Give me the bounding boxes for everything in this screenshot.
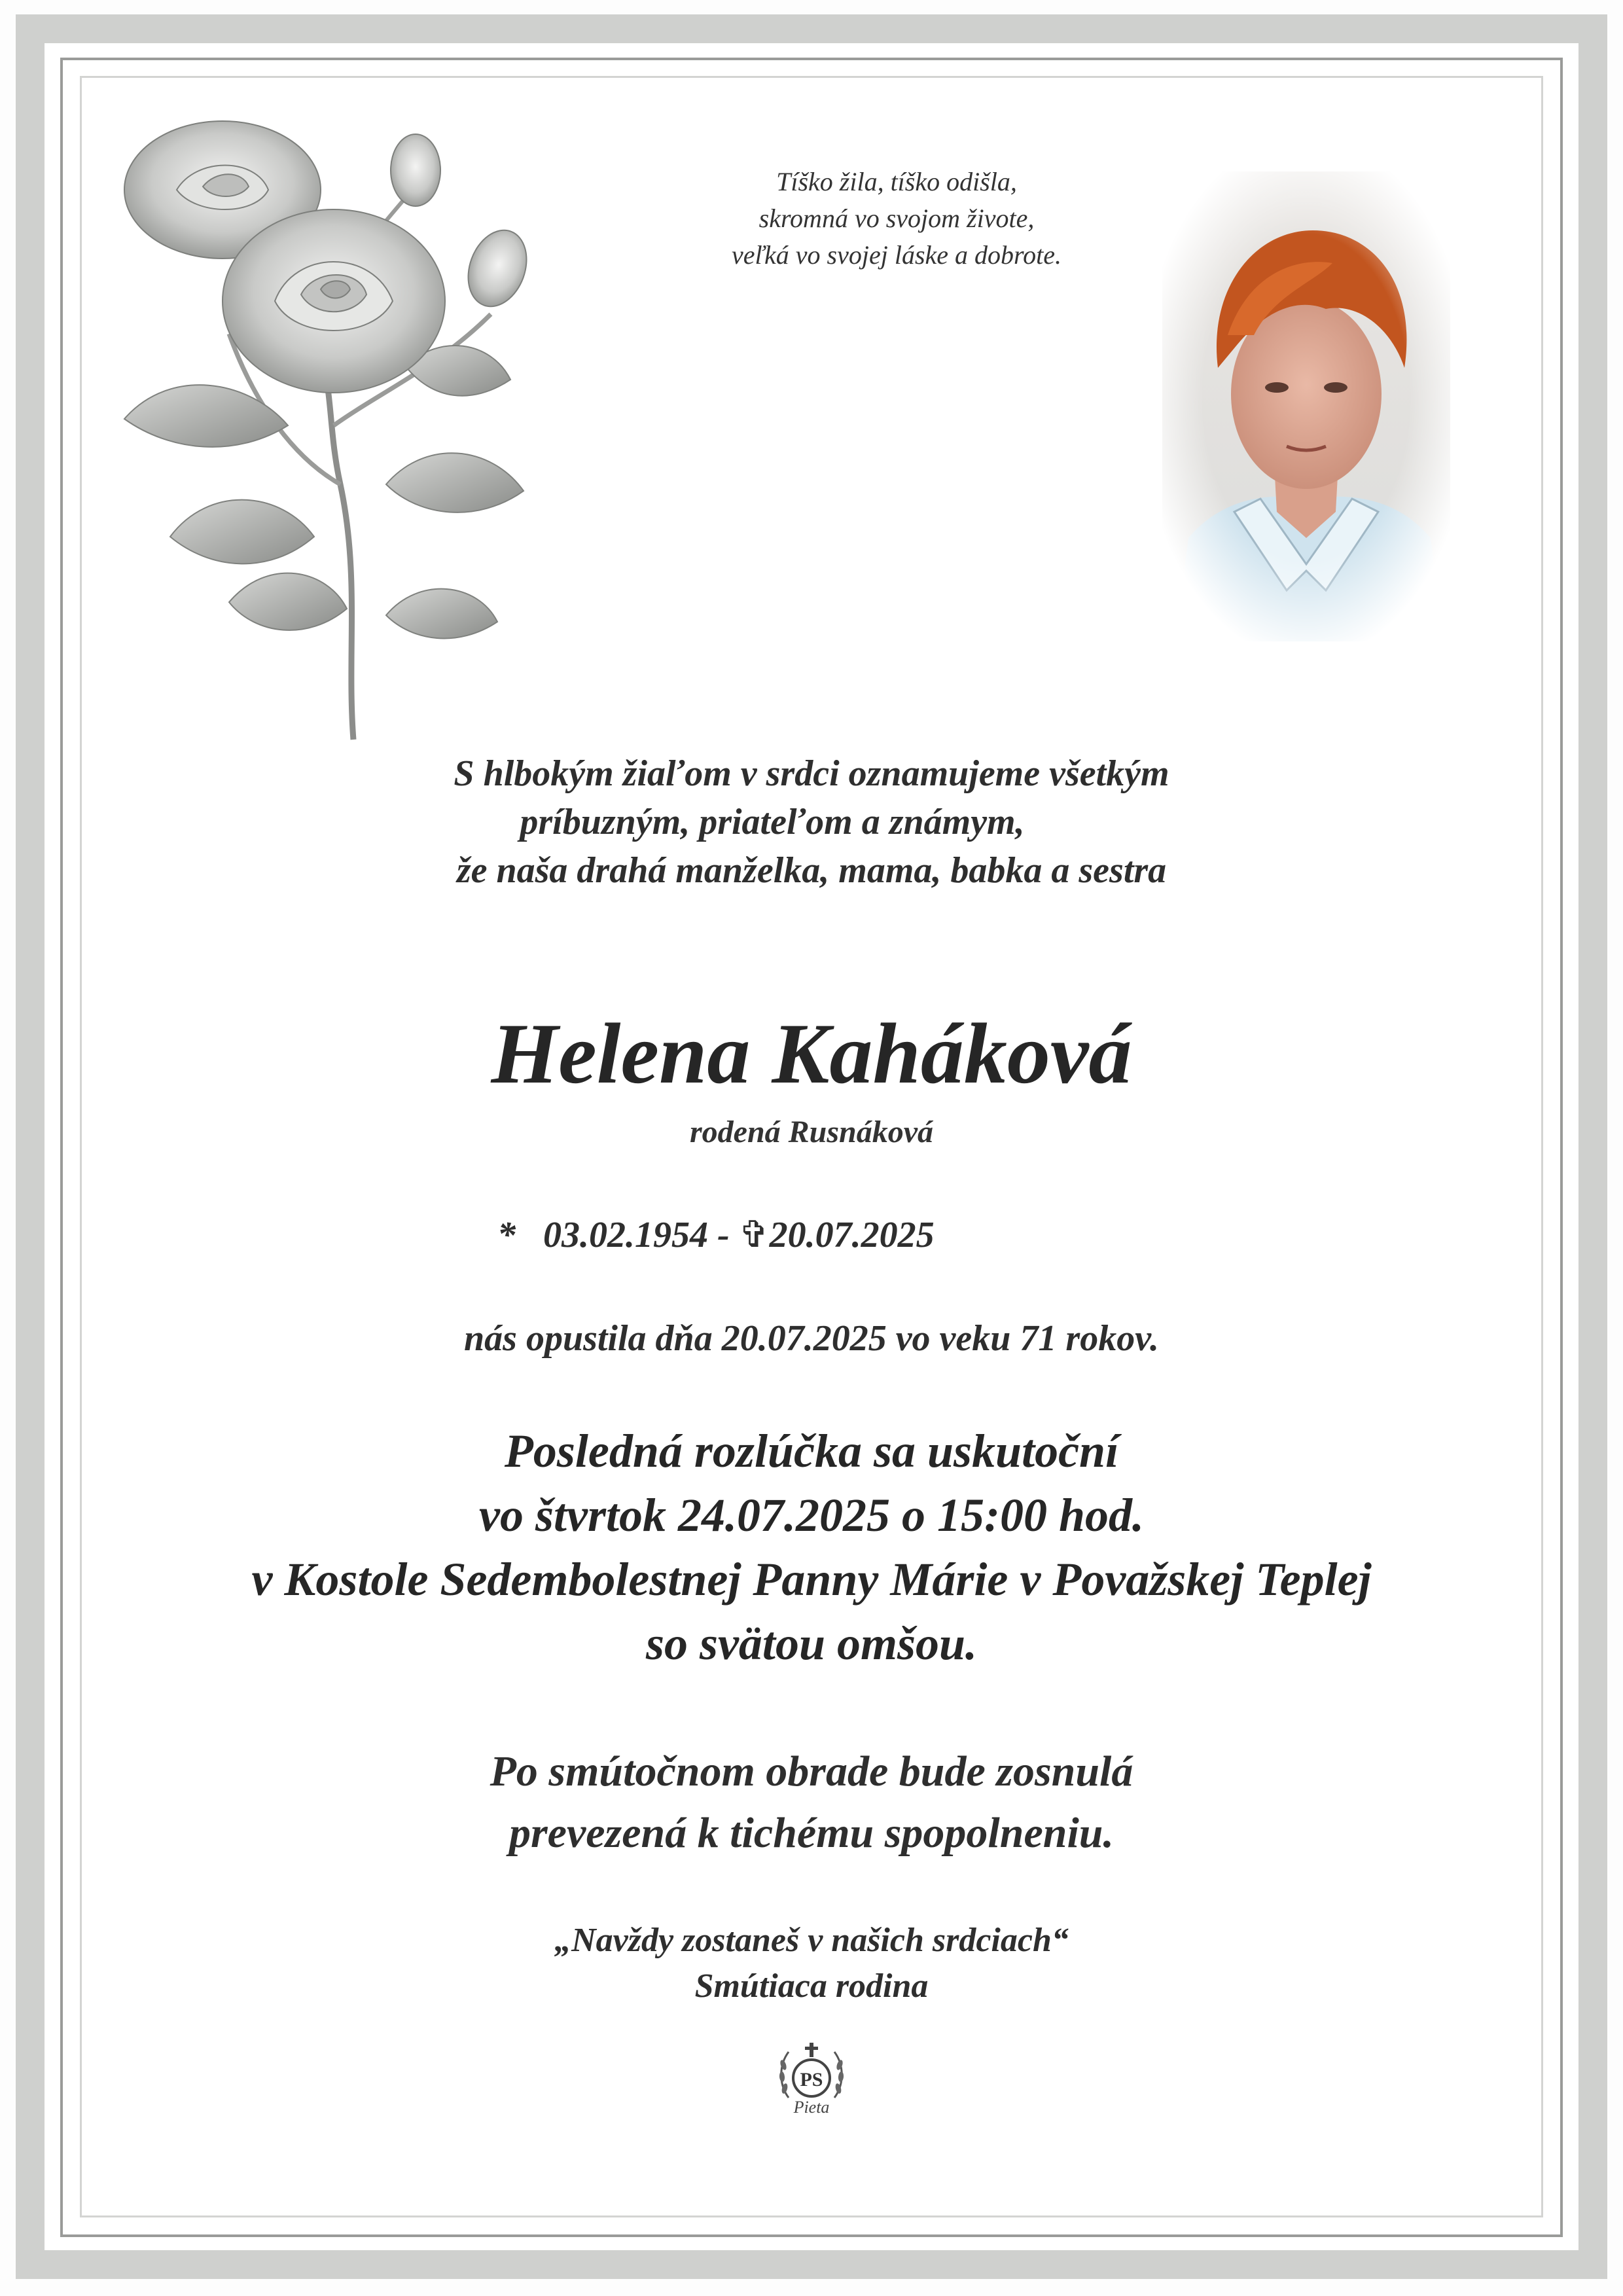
passed-away-text: nás opustila dňa 20.07.2025 vo veku 71 rokov.	[464, 1318, 1159, 1359]
cross-icon: ✞	[738, 1213, 770, 1256]
motto-line: skromná vo svojom živote,	[758, 204, 1035, 233]
birth-date: 03.02.1954	[543, 1215, 708, 1255]
ceremony-line: vo štvrtok 24.07.2025 o 15:00 hod.	[479, 1489, 1144, 1541]
motto-line: Tíško žila, tíško odišla,	[776, 167, 1017, 196]
roses-illustration	[98, 118, 622, 746]
life-dates	[497, 1212, 935, 1258]
closing-quote: „Navždy zostaneš v našich srdciach“	[554, 1922, 1069, 1959]
portrait-image	[1162, 171, 1450, 641]
deceased-name: Helena Kaháková	[491, 1005, 1132, 1102]
date-separator: -	[717, 1215, 730, 1255]
funeral-ceremony	[85, 1419, 1538, 1676]
intro-line: príbuzným, priateľom a známym,	[520, 802, 1025, 842]
ceremony-line: Posledná rozlúčka sa uskutoční	[504, 1425, 1119, 1477]
motto-verse	[628, 164, 1165, 274]
logo-text: Pieta	[793, 2098, 830, 2117]
portrait-photo	[1162, 171, 1450, 641]
cremation-note	[85, 1741, 1538, 1864]
cremation-line: prevezená k tichému spopolneniu.	[508, 1809, 1115, 1857]
motto-line: veľká vo svojej láske a dobrote.	[731, 240, 1061, 270]
cremation-line: Po smútočnom obrade bude zosnulá	[490, 1748, 1133, 1795]
birth-symbol: *	[497, 1215, 516, 1255]
logo-monogram: PS	[800, 2069, 823, 2090]
maiden-name: rodená Rusnáková	[689, 1115, 934, 1149]
announcement-intro	[85, 749, 1538, 895]
ceremony-line: so svätou omšou.	[645, 1617, 978, 1670]
ceremony-line: v Kostole Sedembolestnej Panny Márie v Považskej Teplej	[251, 1553, 1372, 1605]
rose-bloom-main	[223, 209, 445, 393]
intro-line: že naša drahá manželka, mama, babka a sestra	[456, 850, 1167, 891]
death-date: 20.07.2025	[769, 1215, 935, 1255]
intro-line: S hlbokým žiaľom v srdci oznamujeme všetkým	[454, 753, 1169, 794]
closing-section	[85, 1918, 1538, 2009]
family-signature: Smútiaca rodina	[694, 1967, 929, 2005]
